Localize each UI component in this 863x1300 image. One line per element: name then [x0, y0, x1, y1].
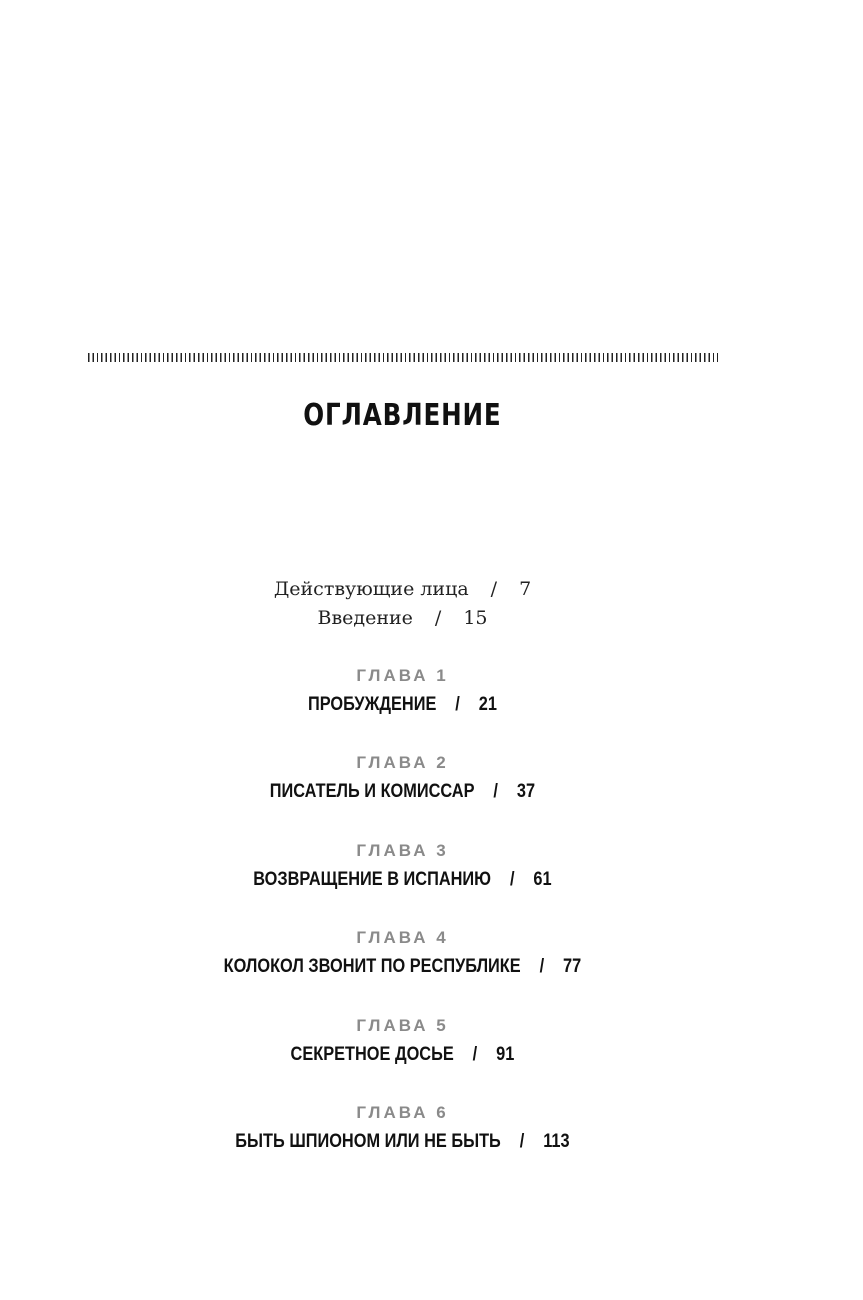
- toc-separator: /: [472, 1044, 478, 1065]
- toc-entry-page: 7: [519, 578, 532, 600]
- chapter-page: 77: [563, 956, 582, 977]
- toc-separator: /: [539, 956, 545, 977]
- toc-entry-page: 15: [463, 607, 488, 629]
- toc-separator: /: [493, 781, 498, 802]
- toc-entry-title: Введение: [317, 607, 413, 629]
- toc-separator: /: [490, 578, 498, 600]
- toc-separator: /: [509, 869, 515, 890]
- chapter-title: СЕКРЕТНОЕ ДОСЬЕ: [290, 1044, 454, 1065]
- chapter-page: 37: [516, 781, 536, 802]
- toc-entry-chapter-6[interactable]: [56, 1131, 748, 1153]
- toc-entry-chapter-1[interactable]: [56, 694, 748, 716]
- toc-separator: /: [519, 1131, 525, 1152]
- chapter-label: ГЛАВА 5: [356, 1016, 449, 1035]
- toc-entry-front-2[interactable]: [0, 607, 805, 629]
- decorative-rule: [88, 353, 718, 362]
- chapter-page: 91: [496, 1044, 515, 1065]
- chapter-title: ПИСАТЕЛЬ И КОМИССАР: [269, 781, 475, 802]
- chapter-label: ГЛАВА 3: [356, 841, 449, 860]
- toc-separator: /: [434, 607, 442, 629]
- toc-entry-chapter-5[interactable]: [56, 1044, 748, 1066]
- chapter-title: ВОЗВРАЩЕНИЕ В ИСПАНИЮ: [253, 869, 492, 890]
- toc-entry-chapter-3[interactable]: [56, 869, 748, 891]
- chapter-page: 113: [543, 1131, 570, 1152]
- chapter-label: ГЛАВА 1: [356, 666, 449, 685]
- toc-entry-title: Действующие лица: [273, 578, 469, 600]
- chapter-title: ПРОБУЖДЕНИЕ: [307, 694, 437, 715]
- chapter-page: 61: [533, 869, 552, 890]
- chapter-label: ГЛАВА 4: [356, 928, 449, 947]
- chapter-page: 21: [478, 694, 497, 715]
- chapter-title: БЫТЬ ШПИОНОМ ИЛИ НЕ БЫТЬ: [235, 1131, 501, 1152]
- chapter-label: ГЛАВА 2: [356, 753, 449, 772]
- toc-separator: /: [455, 694, 460, 715]
- chapter-label: ГЛАВА 6: [356, 1103, 449, 1122]
- toc-entry-front-1[interactable]: [0, 578, 805, 600]
- toc-entry-chapter-4[interactable]: [56, 956, 748, 978]
- toc-entry-chapter-2[interactable]: [56, 781, 748, 803]
- chapter-title: КОЛОКОЛ ЗВОНИТ ПО РЕСПУБЛИКЕ: [223, 956, 521, 977]
- page-title: ОГЛАВЛЕНИЕ: [303, 398, 502, 433]
